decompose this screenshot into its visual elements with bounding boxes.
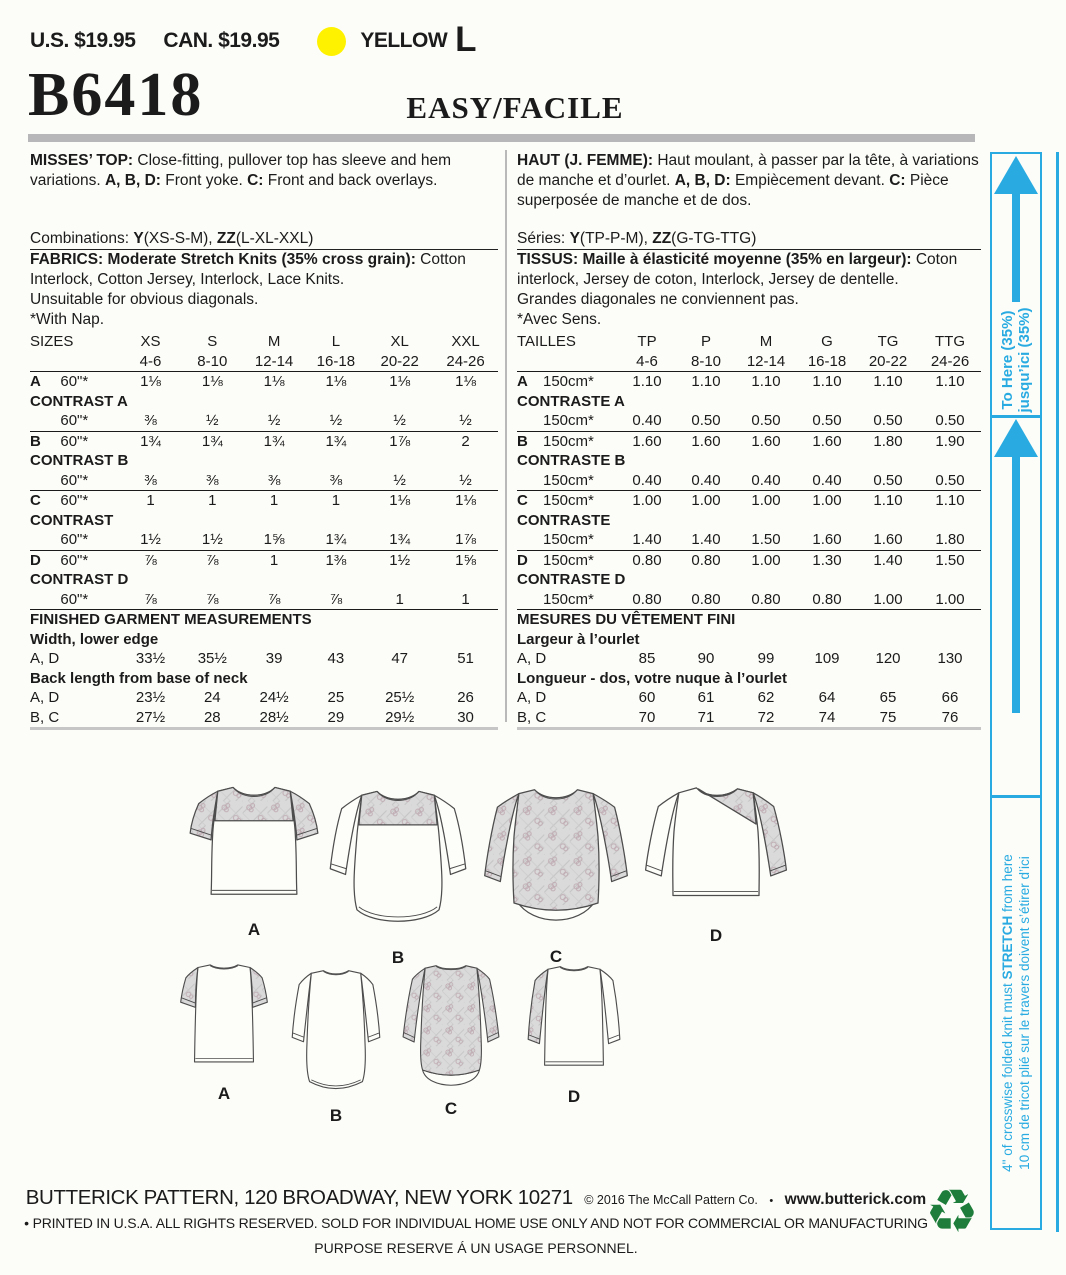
size-letter: L (455, 20, 477, 59)
recycle-icon: ♻ (925, 1178, 979, 1245)
description-en: MISSES’ TOP: Close-fitting, pullover top has sleeve and hem variations. A, B, D: Front yoke. C: Front and back overlays. (30, 152, 452, 189)
stretch-gauge-box-2 (990, 415, 1042, 798)
footer-address-line (20, 1186, 932, 1210)
to-here-fr: jusqu’ici (35%) (1016, 307, 1033, 413)
garment-drawing-b-front (312, 780, 484, 947)
french-column (517, 229, 981, 730)
price-can: CAN. $19.95 (163, 29, 280, 52)
note-diagonals-en: Unsuitable for obvious diagonals. (30, 291, 259, 308)
garment-label: A (247, 920, 261, 939)
combinations-en: Combinations: Y(XS-S-M), ZZ(L-XL-XXL) (30, 229, 498, 250)
copyright-text: © 2016 The McCall Pattern Co. (584, 1193, 758, 1207)
stretch-gauge-box-3 (990, 795, 1042, 1230)
note-diagonals-fr: Grandes diagonales ne conviennent pas. (517, 291, 799, 308)
garment-drawing-c-front (468, 778, 644, 946)
footer-rights-line: • PRINTED IN U.S.A. ALL RIGHTS RESERVED. SOLD FOR INDIVIDUAL HOME USE ONLY AND NOT FOR COMMERCIAL OR MANUFACTURING (24, 1215, 928, 1231)
up-arrow-icon (994, 154, 1038, 304)
price-row (30, 22, 476, 60)
footer-purpose-line: PURPOSE RESERVE Á UN USAGE PERSONNEL. (314, 1240, 638, 1256)
divider-bar (28, 134, 975, 142)
note-nap-en: *With Nap. (30, 311, 105, 328)
garment-view-b-front (312, 780, 484, 968)
to-here-text (992, 304, 1040, 416)
color-name: YELLOW (360, 29, 448, 52)
stretch-instruction-fr: 10 cm de tricot plié sur le travers doivent s’étirer d’ici (1017, 855, 1032, 1170)
garment-view-d-back (522, 958, 626, 1107)
stretch-instruction-text (992, 797, 1040, 1228)
garment-drawing-b-back (286, 962, 386, 1105)
garment-label: D (567, 1087, 581, 1106)
yardage-table-en: SIZES XS S M L XL XXL 4-6 8-10 12-14 16-18 20-22 24-26 A 60"* 1⅛ 1⅛ 1⅛ 1⅛ 1⅛ 1⅛ CONTRAST A 60"* ⅜ ½ ½ ½ ½ ½ B 60"* 1¾ 1¾ 1¾ 1¾ 1⅞ 2 CONTRAST B 60"* ⅜ ⅜ ⅜ ⅜ ½ ½ C 60"* 1 1 1 1 1⅛ 1⅛ CONTRAST 60"* 1½ 1½ 1⅝ 1¾ 1¾ 1⅞ D 60"* ⅞ ⅞ 1 1⅜ 1½ 1⅝ CONTRAST D 60"* ⅞ ⅞ ⅞ ⅞ 1 1 FINISHED GARMENT MEASUREMENTS Width, lower edge A, D 33½ 35½ 39 43 47 51 Back length from base of neck A, D 23½ 24 24½ 25 25½ 26 B, C 27½ 28 28½ 29 29½ 30 (30, 332, 498, 730)
to-here-en: To Here (35%) (999, 310, 1016, 410)
difficulty-banner: EASY/FACILE (406, 90, 624, 125)
bullet-separator: • (769, 1195, 774, 1207)
garment-drawing-a-back (172, 956, 276, 1083)
garment-label: B (391, 948, 405, 967)
yardage-table-fr: TAILLES TP P M G TG TTG 4-6 8-10 12-14 16-18 20-22 24-26 A 150cm* 1.10 1.10 1.10 1.10 1.10 1.10 CONTRASTE A 150cm* 0.40 0.50 0.50 0.50 0.50 0.50 B 150cm* 1.60 1.60 1.60 1.60 1.80 1.90 CONTRASTE B 150cm* 0.40 0.40 0.40 0.40 0.50 0.50 C 150cm* 1.00 1.00 1.00 1.00 1.10 1.10 CONTRASTE 150cm* 1.40 1.40 1.50 1.60 1.60 1.80 D 150cm* 0.80 0.80 1.00 1.30 1.40 1.50 CONTRASTE D 150cm* 0.80 0.80 0.80 0.80 1.00 1.00 MESURES DU VÊTEMENT FINI Largeur à l’ourlet A, D 85 90 99 109 120 130 Longueur - dos, votre nuque à l’ourlet A, D 60 61 62 64 65 66 B, C 70 71 72 74 75 76 (517, 332, 981, 730)
up-arrow-icon (994, 417, 1038, 727)
fabrics-en: FABRICS: Moderate Stretch Knits (35% cross grain): Cotton Interlock, Cotton Jersey, Interlock, Lace Knits. (30, 251, 466, 288)
fabrics-fr: TISSUS: Maille à élasticité moyenne (35% en largeur): Coton interlock, Jersey de coton, Interlock, Jersey de dentelle. (517, 251, 958, 288)
garment-drawing-d-front (628, 776, 804, 925)
column-divider (505, 150, 507, 722)
publisher-address: BUTTERICK PATTERN, 120 BROADWAY, NEW YORK 10271 (25, 1186, 573, 1209)
stretch-instruction-en: 4" of crosswise folded knit must STRETCH from here (1000, 853, 1015, 1172)
english-column (30, 229, 498, 730)
garment-label: C (444, 1099, 458, 1118)
price-us: U.S. $19.95 (30, 29, 136, 52)
note-nap-fr: *Avec Sens. (517, 311, 602, 328)
website-url: www.butterick.com (784, 1191, 927, 1208)
garment-view-a-back (172, 956, 276, 1104)
combinations-fr: Séries: Y(TP-P-M), ZZ(G-TG-TTG) (517, 229, 981, 250)
description-fr: HAUT (J. FEMME): Haut moulant, à passer par la tête, à variations de manche et d’ourlet. A, B, D: Empiècement devant. C: Pièce superposée de manche et de dos. (517, 152, 979, 209)
garment-view-c-front (468, 778, 644, 967)
garment-label: C (549, 947, 563, 966)
garment-view-c-back (398, 958, 504, 1119)
garment-view-b-back (286, 962, 386, 1126)
color-dot-icon (317, 27, 346, 56)
garment-drawing-c-back (398, 958, 504, 1098)
garment-view-d-front (628, 776, 804, 946)
garment-label: B (329, 1106, 343, 1125)
trim-edge-line (1056, 152, 1059, 1232)
stretch-gauge-box-1 (990, 152, 1042, 418)
pattern-number: B6418 (28, 61, 204, 129)
garment-label: D (709, 926, 723, 945)
garment-label: A (217, 1084, 231, 1103)
garment-drawing-d-back (522, 958, 626, 1086)
